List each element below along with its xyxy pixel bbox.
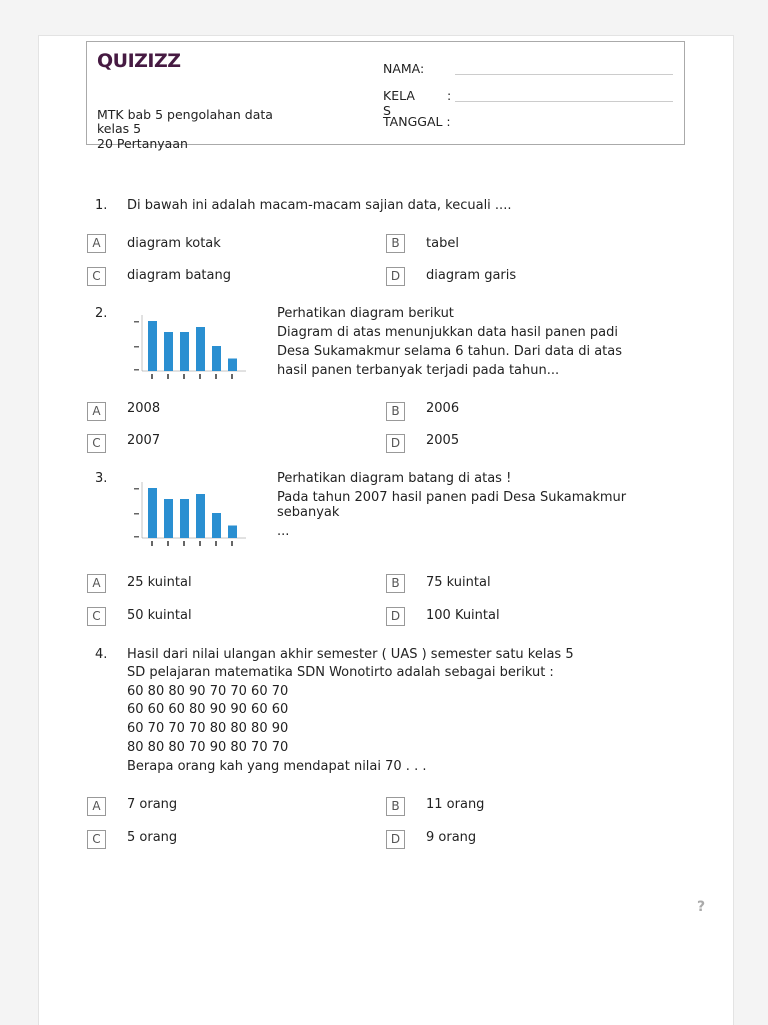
option-text: 7 orang xyxy=(127,797,178,812)
kelas-colon: : xyxy=(447,88,452,103)
option-letter-box[interactable]: D xyxy=(386,434,405,453)
question-number: 4. xyxy=(95,647,108,662)
question-line: Hasil dari nilai ulangan akhir semester ( UAS ) semester satu kelas 5 xyxy=(127,647,574,662)
quizizz-logo: QUIZIZZ xyxy=(97,50,181,72)
option-text: 9 orang xyxy=(426,830,477,845)
nama-label: NAMA: xyxy=(383,61,425,76)
option-text: 2008 xyxy=(127,401,161,416)
chart-x-tick xyxy=(151,541,153,546)
chart-x-tick xyxy=(167,541,169,546)
question-line: Berapa orang kah yang mendapat nilai 70 . . . xyxy=(127,759,427,774)
nama-line xyxy=(455,74,673,75)
question-line: hasil panen terbanyak terjadi pada tahun... xyxy=(277,363,560,378)
chart-x-tick xyxy=(231,374,233,379)
option-text: 25 kuintal xyxy=(127,575,192,590)
chart-bar xyxy=(164,499,173,538)
question-line: 60 80 80 90 70 70 60 70 xyxy=(127,684,289,699)
chart-y-tick xyxy=(134,321,139,323)
chart-y-tick xyxy=(134,488,139,490)
question-number: 2. xyxy=(95,306,108,321)
tanggal-label: TANGGAL : xyxy=(383,114,451,129)
chart-bar xyxy=(180,332,189,371)
option-text: 100 Kuintal xyxy=(426,608,500,623)
question-line: Perhatikan diagram berikut xyxy=(277,306,454,321)
chart-x-tick xyxy=(183,374,185,379)
chart-x-tick xyxy=(151,374,153,379)
chart-y-tick xyxy=(134,369,139,371)
chart-x-tick xyxy=(199,541,201,546)
option-text: 11 orang xyxy=(426,797,485,812)
help-question-icon[interactable]: ? xyxy=(697,899,706,915)
option-letter-box[interactable]: B xyxy=(386,574,405,593)
chart-x-tick xyxy=(215,374,217,379)
chart-bar xyxy=(148,488,157,538)
option-text: tabel xyxy=(426,236,459,251)
chart-bar xyxy=(164,332,173,371)
question-line: Diagram di atas menunjukkan data hasil panen padi xyxy=(277,325,618,340)
question-number: 3. xyxy=(95,471,108,486)
question-text: Di bawah ini adalah macam-macam sajian data, kecuali .... xyxy=(127,198,512,213)
question-count: 20 Pertanyaan xyxy=(97,136,188,151)
option-text: diagram garis xyxy=(426,268,517,283)
option-text: 5 orang xyxy=(127,830,178,845)
option-text: diagram batang xyxy=(127,268,231,283)
question-line: Pada tahun 2007 hasil panen padi Desa Sukamakmur xyxy=(277,490,627,505)
question-line: SD pelajaran matematika SDN Wonotirto adalah sebagai berikut : xyxy=(127,665,554,680)
chart-y-tick xyxy=(134,513,139,515)
option-letter-box[interactable]: B xyxy=(386,797,405,816)
option-text: 2006 xyxy=(426,401,460,416)
question-line: 60 70 70 70 80 80 80 90 xyxy=(127,721,289,736)
chart-bars xyxy=(148,321,237,371)
kelas-label-s: S xyxy=(383,103,391,118)
quiz-title-line2: kelas 5 xyxy=(97,121,142,136)
option-text: 2005 xyxy=(426,433,460,448)
chart-bar xyxy=(212,346,221,371)
option-letter-box[interactable]: D xyxy=(386,267,405,286)
chart-x-tick xyxy=(215,541,217,546)
kelas-line xyxy=(455,101,673,102)
bar-chart-image xyxy=(128,311,256,383)
kelas-label: KELA xyxy=(383,88,415,103)
option-text: diagram kotak xyxy=(127,236,221,251)
chart-x-tick xyxy=(167,374,169,379)
option-letter-box[interactable]: D xyxy=(386,607,405,626)
option-letter-box[interactable]: C xyxy=(87,830,106,849)
question-line: 60 60 60 80 90 90 60 60 xyxy=(127,702,289,717)
option-letter-box[interactable]: A xyxy=(87,797,106,816)
option-text: 2007 xyxy=(127,433,161,448)
chart-x-tick xyxy=(231,541,233,546)
chart-bar xyxy=(228,359,237,372)
option-letter-box[interactable]: B xyxy=(386,402,405,421)
chart-bar xyxy=(196,327,205,371)
chart-y-tick xyxy=(134,346,139,348)
option-letter-box[interactable]: C xyxy=(87,267,106,286)
option-letter-box[interactable]: A xyxy=(87,234,106,253)
option-letter-box[interactable]: B xyxy=(386,234,405,253)
chart-bar xyxy=(228,526,237,539)
chart-bars xyxy=(148,488,237,538)
question-line: ... xyxy=(277,524,290,539)
option-text: 50 kuintal xyxy=(127,608,192,623)
chart-bar xyxy=(180,499,189,538)
question-line: Perhatikan diagram batang di atas ! xyxy=(277,471,512,486)
question-number: 1. xyxy=(95,198,108,213)
chart-bar xyxy=(212,513,221,538)
question-line: Desa Sukamakmur selama 6 tahun. Dari data di atas xyxy=(277,344,623,359)
option-letter-box[interactable]: D xyxy=(386,830,405,849)
bar-chart-image xyxy=(128,478,256,550)
option-text: 75 kuintal xyxy=(426,575,491,590)
chart-y-tick xyxy=(134,536,139,538)
chart-x-tick xyxy=(199,374,201,379)
question-line: sebanyak xyxy=(277,505,340,520)
option-letter-box[interactable]: C xyxy=(87,607,106,626)
chart-bar xyxy=(196,494,205,538)
option-letter-box[interactable]: A xyxy=(87,402,106,421)
chart-bar xyxy=(148,321,157,371)
option-letter-box[interactable]: C xyxy=(87,434,106,453)
question-line: 80 80 80 70 90 80 70 70 xyxy=(127,740,289,755)
option-letter-box[interactable]: A xyxy=(87,574,106,593)
chart-x-tick xyxy=(183,541,185,546)
quiz-title-line1: MTK bab 5 pengolahan data xyxy=(97,107,273,122)
